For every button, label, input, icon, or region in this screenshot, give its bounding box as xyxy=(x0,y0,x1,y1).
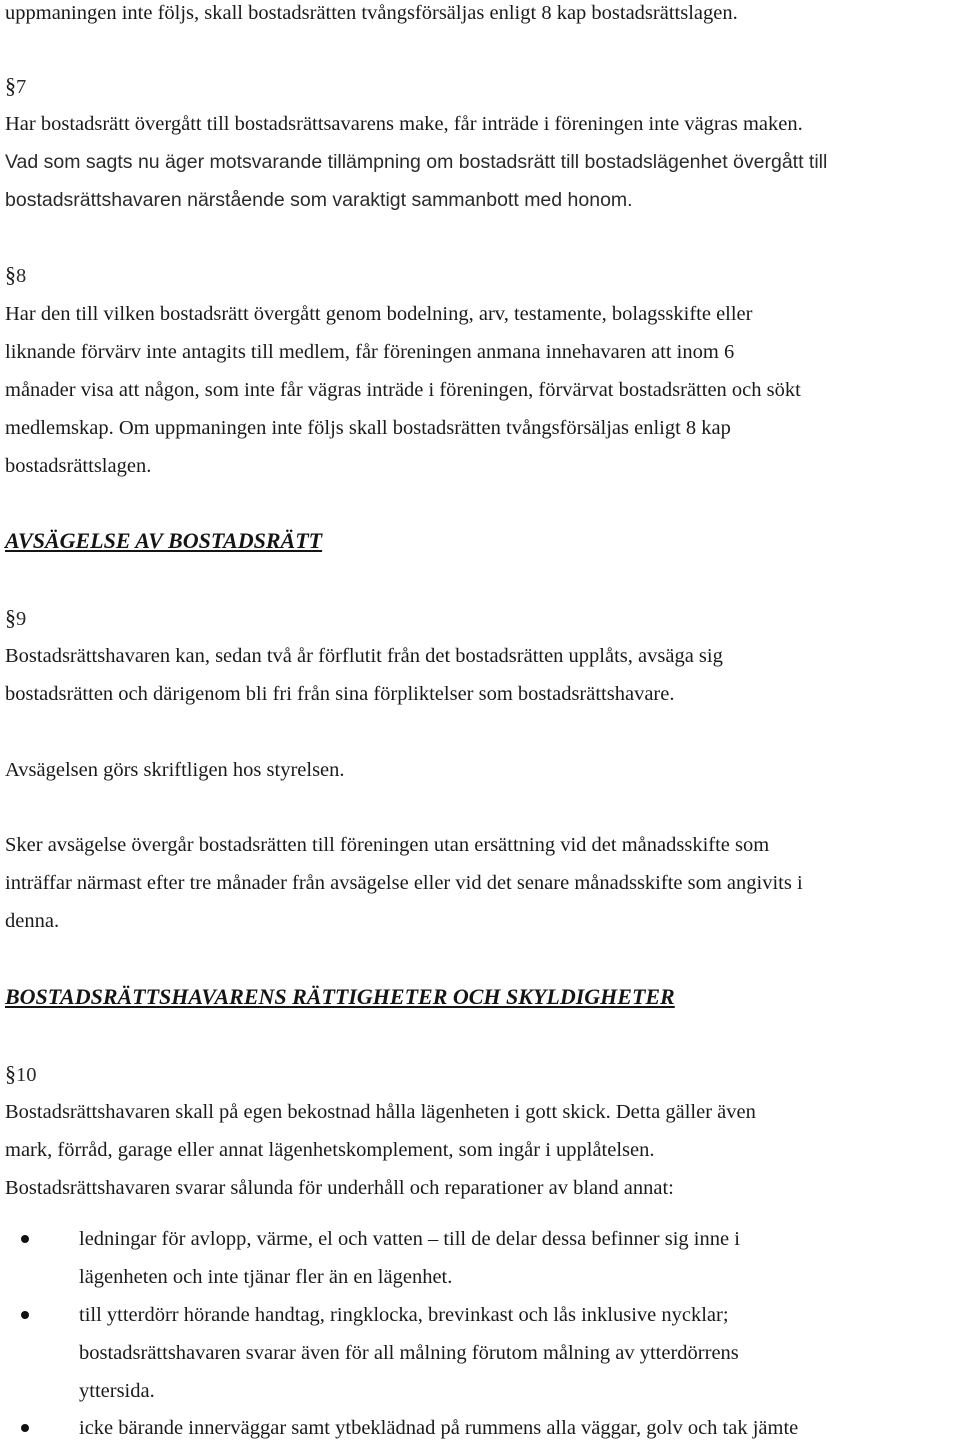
section-8-marker xyxy=(5,263,26,288)
text-line: medlemskap. Om uppmaningen inte följs skall bostadsrätten tvångsförsäljas enligt 8 kap xyxy=(5,417,731,439)
bullet-dot-icon xyxy=(21,1424,29,1432)
list-item-line: yttersida. xyxy=(79,1380,155,1402)
text-line: Bostadsrättshavaren kan, sedan två år förflutit från det bostadsrätten upplåts, avsäga sig xyxy=(5,645,723,667)
text-line: Har bostadsrätt övergått till bostadsrättsavarens make, får inträde i föreningen inte vägras maken. xyxy=(5,113,803,135)
section-number: 7 xyxy=(16,76,27,98)
section-sign: § xyxy=(5,1061,16,1086)
text-line: Vad som sagts nu äger motsvarande tillämpning om bostadsrätt till bostadslägenhet övergått till xyxy=(5,151,828,173)
text-line: Har den till vilken bostadsrätt övergått genom bodelning, arv, testamente, bolagsskifte eller xyxy=(5,303,753,325)
text-line: Bostadsrättshavaren skall på egen bekostnad hålla lägenheten i gott skick. Detta gäller även xyxy=(5,1101,756,1123)
section-9-marker xyxy=(5,606,26,631)
section-number: 9 xyxy=(16,608,27,630)
list-item-line: icke bärande innerväggar samt ytbeklädnad på rummens alla väggar, golv och tak jämte xyxy=(79,1417,799,1439)
section-heading: BOSTADSRÄTTSHAVARENS RÄTTIGHETER OCH SKYLDIGHETER xyxy=(5,984,675,1009)
section-sign: § xyxy=(5,73,16,98)
section-10-marker xyxy=(5,1062,37,1087)
list-item-line: ledningar för avlopp, värme, el och vatten – till de delar dessa befinner sig inne i xyxy=(79,1228,740,1250)
text-line: Avsägelsen görs skriftligen hos styrelsen. xyxy=(5,759,345,781)
section-sign: § xyxy=(5,605,16,630)
text-line: bostadsrätten och därigenom bli fri från sina förpliktelser som bostadsrättshavare. xyxy=(5,683,675,705)
list-item-line: lägenheten och inte tjänar fler än en lägenhet. xyxy=(79,1266,453,1288)
list-item-line: till ytterdörr hörande handtag, ringklocka, brevinkast och lås inklusive nycklar; xyxy=(79,1304,729,1326)
text-line: bostadsrättslagen. xyxy=(5,455,152,477)
bullet-dot-icon xyxy=(21,1311,29,1319)
list-item-line: bostadsrättshavaren svarar även för all målning förutom målning av ytterdörrens xyxy=(79,1342,739,1364)
section-number: 8 xyxy=(16,265,27,287)
section-sign: § xyxy=(5,262,16,287)
text-line: inträffar närmast efter tre månader från avsägelse eller vid det senare månadsskifte som angivits i xyxy=(5,872,803,894)
section-7-marker xyxy=(5,74,26,99)
text-line: mark, förråd, garage eller annat lägenhetskomplement, som ingår i upplåtelsen. xyxy=(5,1139,655,1161)
bullet-dot-icon xyxy=(21,1235,29,1243)
text-line: denna. xyxy=(5,910,60,932)
text-line: Bostadsrättshavaren svarar sålunda för underhåll och reparationer av bland annat: xyxy=(5,1177,674,1199)
text-line: Sker avsägelse övergår bostadsrätten till föreningen utan ersättning vid det månadsskifte som xyxy=(5,834,770,856)
section-number: 10 xyxy=(16,1064,37,1086)
text-line: uppmaningen inte följs, skall bostadsrätten tvångsförsäljas enligt 8 kap bostadsrättslagen. xyxy=(5,2,738,24)
section-heading: AVSÄGELSE AV BOSTADSRÄTT xyxy=(5,528,323,553)
text-line: liknande förvärv inte antagits till medlem, får föreningen anmana innehavaren att inom 6 xyxy=(5,341,735,363)
text-line: månader visa att någon, som inte får vägras inträde i föreningen, förvärvat bostadsrätten och sökt xyxy=(5,379,801,401)
text-line: bostadsrättshavaren närstående som varaktigt sammanbott med honom. xyxy=(5,189,633,211)
